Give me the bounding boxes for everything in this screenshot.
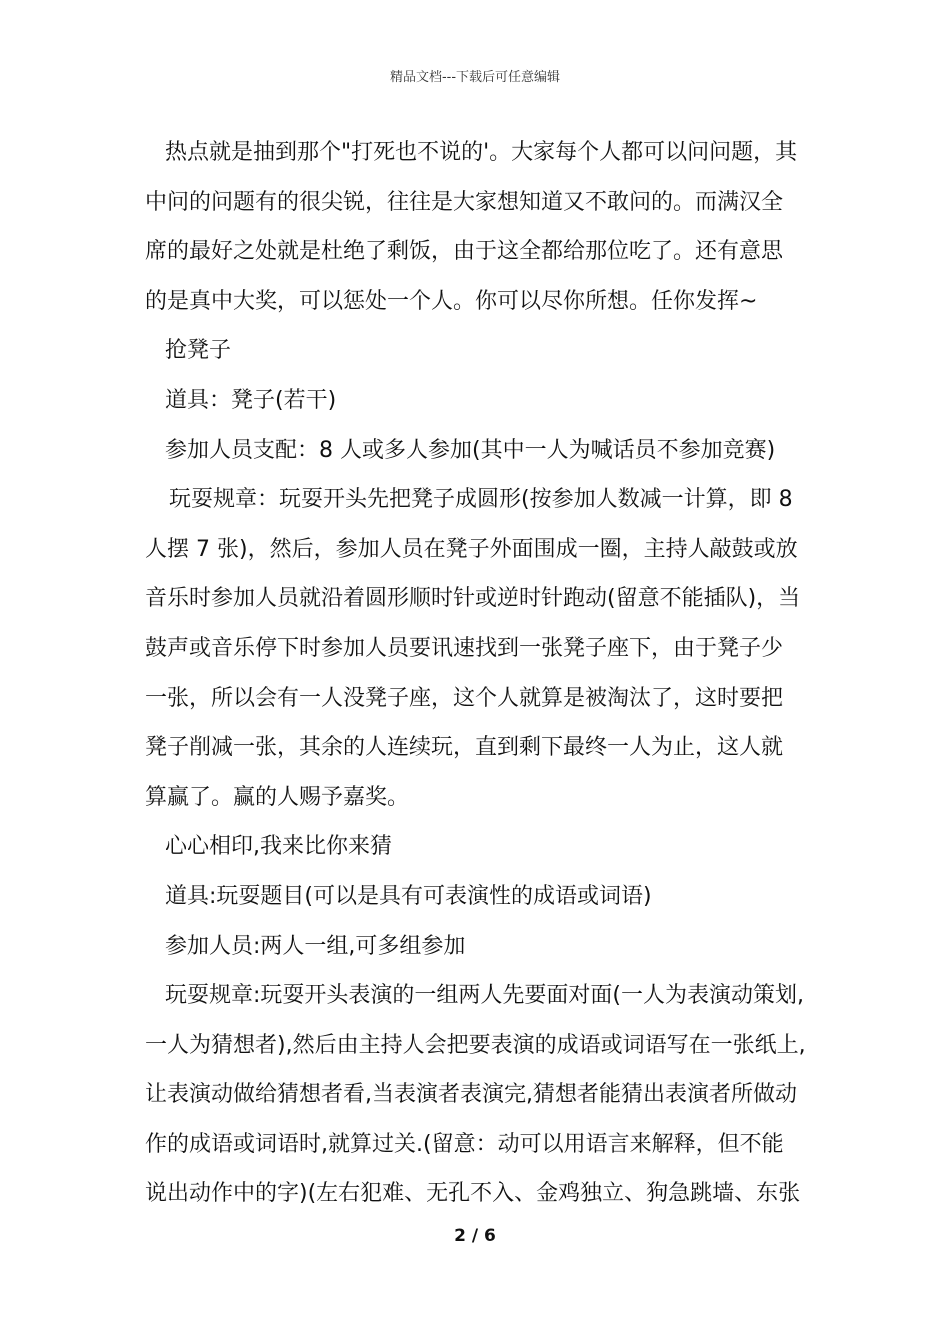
paragraph-line: 人摆 7 张)，然后，参加人员在凳子外面围成一圈，主持人敲鼓或放 (145, 536, 798, 562)
section-heading: 抢凳子 (165, 338, 232, 364)
paragraph-line: 参加人员:两人一组,可多组参加 (165, 933, 466, 959)
paragraph-line: 算赢了。赢的人赐予嘉奖。 (145, 784, 410, 810)
paragraph-line: 热点就是抽到那个"打死也不说的'。大家每个人都可以问问题，其 (165, 140, 798, 165)
paragraph-line: 玩耍规章:玩耍开头表演的一组两人先要面对面(一人为表演动策划, (165, 983, 804, 1009)
paragraph-line: 玩耍规章：玩耍开头先把凳子成圆形(按参加人数减一计算，即 8 (169, 487, 793, 513)
paragraph-line: 凳子削减一张，其余的人连续玩，直到剩下最终一人为止，这人就 (145, 735, 784, 761)
paragraph-line: 让表演动做给猜想者看,当表演者表演完,猜想者能猜出表演者所做动 (145, 1082, 797, 1108)
paragraph-line: 中问的问题有的很尖锐，往往是大家想知道又不敢问的。而满汉全 (145, 189, 784, 215)
paragraph-line: 说出动作中的字)(左右犯难、无孔不入、金鸡独立、狗急跳墙、东张 (145, 1181, 801, 1207)
paragraph-line: 道具:玩耍题目(可以是具有可表演性的成语或词语) (165, 883, 652, 909)
paragraph-line: 一张，所以会有一人没凳子座，这个人就算是被淘汰了，这时要把 (145, 685, 784, 711)
page-header: 精品文档---下载后可任意编辑 (389, 70, 561, 85)
paragraph-line: 席的最好之处就是杜绝了剩饭，由于这全都给那位吃了。还有意思 (145, 239, 784, 265)
paragraph-line: 参加人员支配：8 人或多人参加(其中一人为喊话员不参加竞赛) (165, 437, 776, 463)
paragraph-line: 的是真中大奖，可以惩处一个人。你可以尽你所想。任你发挥~ (145, 288, 758, 314)
section-heading: 心心相印,我来比你来猜 (165, 834, 392, 860)
paragraph-line: 道具：凳子(若干) (165, 387, 337, 413)
page-number: 2 / 6 (454, 1226, 496, 1246)
paragraph-line: 作的成语或词语时,就算过关.(留意：动可以用语言来解释，但不能 (145, 1131, 784, 1157)
paragraph-line: 音乐时参加人员就沿着圆形顺时针或逆时针跑动(留意不能插队)，当 (145, 586, 801, 612)
paragraph-line: 鼓声或音乐停下时参加人员要讯速找到一张凳子座下，由于凳子少 (145, 635, 784, 661)
paragraph-line: 一人为猜想者),然后由主持人会把要表演的成语或词语写在一张纸上, (145, 1032, 806, 1058)
body-text (145, 128, 810, 1219)
